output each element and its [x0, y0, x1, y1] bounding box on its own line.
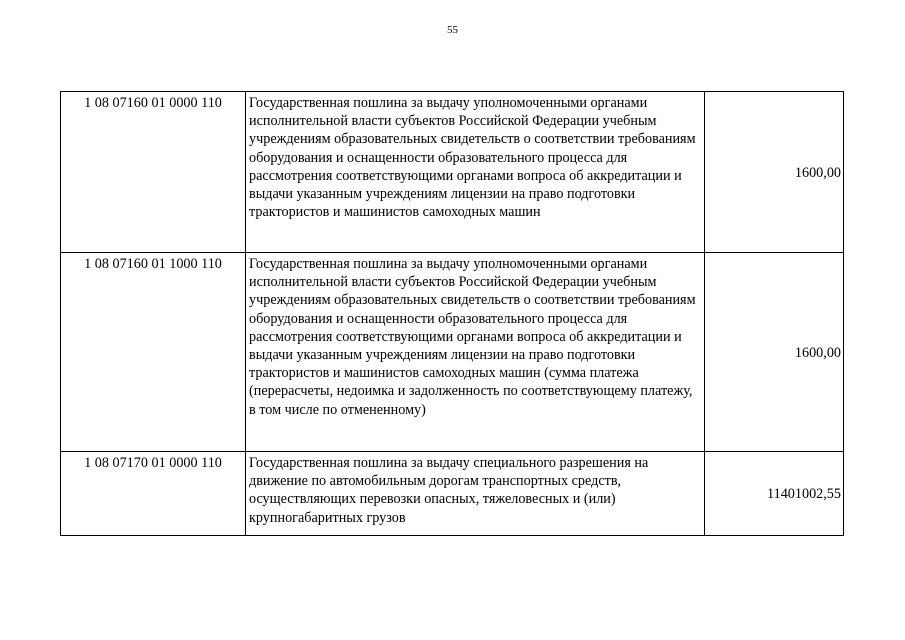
amount-cell: 1600,00 — [705, 92, 844, 253]
table-row — [61, 452, 844, 536]
budget-code-cell: 1 08 07170 01 0000 110 — [61, 452, 246, 536]
page-number: 55 — [447, 24, 458, 36]
amount-cell: 1600,00 — [705, 253, 844, 452]
table-row — [61, 92, 844, 253]
table-row — [61, 253, 844, 452]
description-cell: Государственная пошлина за выдачу специального разрешения на движение по автомобильным дорогам транспортных средств, осуществляющих перевозки опасных, тяжеловесных и (или) крупногабаритных грузов — [246, 452, 705, 536]
budget-code-cell: 1 08 07160 01 1000 110 — [61, 253, 246, 452]
fee-table — [60, 91, 844, 536]
description-cell: Государственная пошлина за выдачу уполномоченными органами исполнительной власти субъектов Российской Федерации учебным учреждениям образовательных свидетельств о соответствии требованиям оборудования и оснащенности образовательного процесса для рассмотрения соответствующими органами вопроса об аккредитации и выдачи указанным учреждениям лицензии на право подготовки трактористов и машинистов самоходных машин (сумма платежа (перерасчеты, недоимка и задолженность по соответствующему платежу, в том числе по отмененному) — [246, 253, 705, 452]
amount-cell: 11401002,55 — [705, 452, 844, 536]
description-cell: Государственная пошлина за выдачу уполномоченными органами исполнительной власти субъектов Российской Федерации учебным учреждениям образовательных свидетельств о соответствии требованиям оборудования и оснащенности образовательного процесса для рассмотрения соответствующими органами вопроса об аккредитации и выдачи указанным учреждениям лицензии на право подготовки трактористов и машинистов самоходных машин — [246, 92, 705, 253]
budget-code-cell: 1 08 07160 01 0000 110 — [61, 92, 246, 253]
